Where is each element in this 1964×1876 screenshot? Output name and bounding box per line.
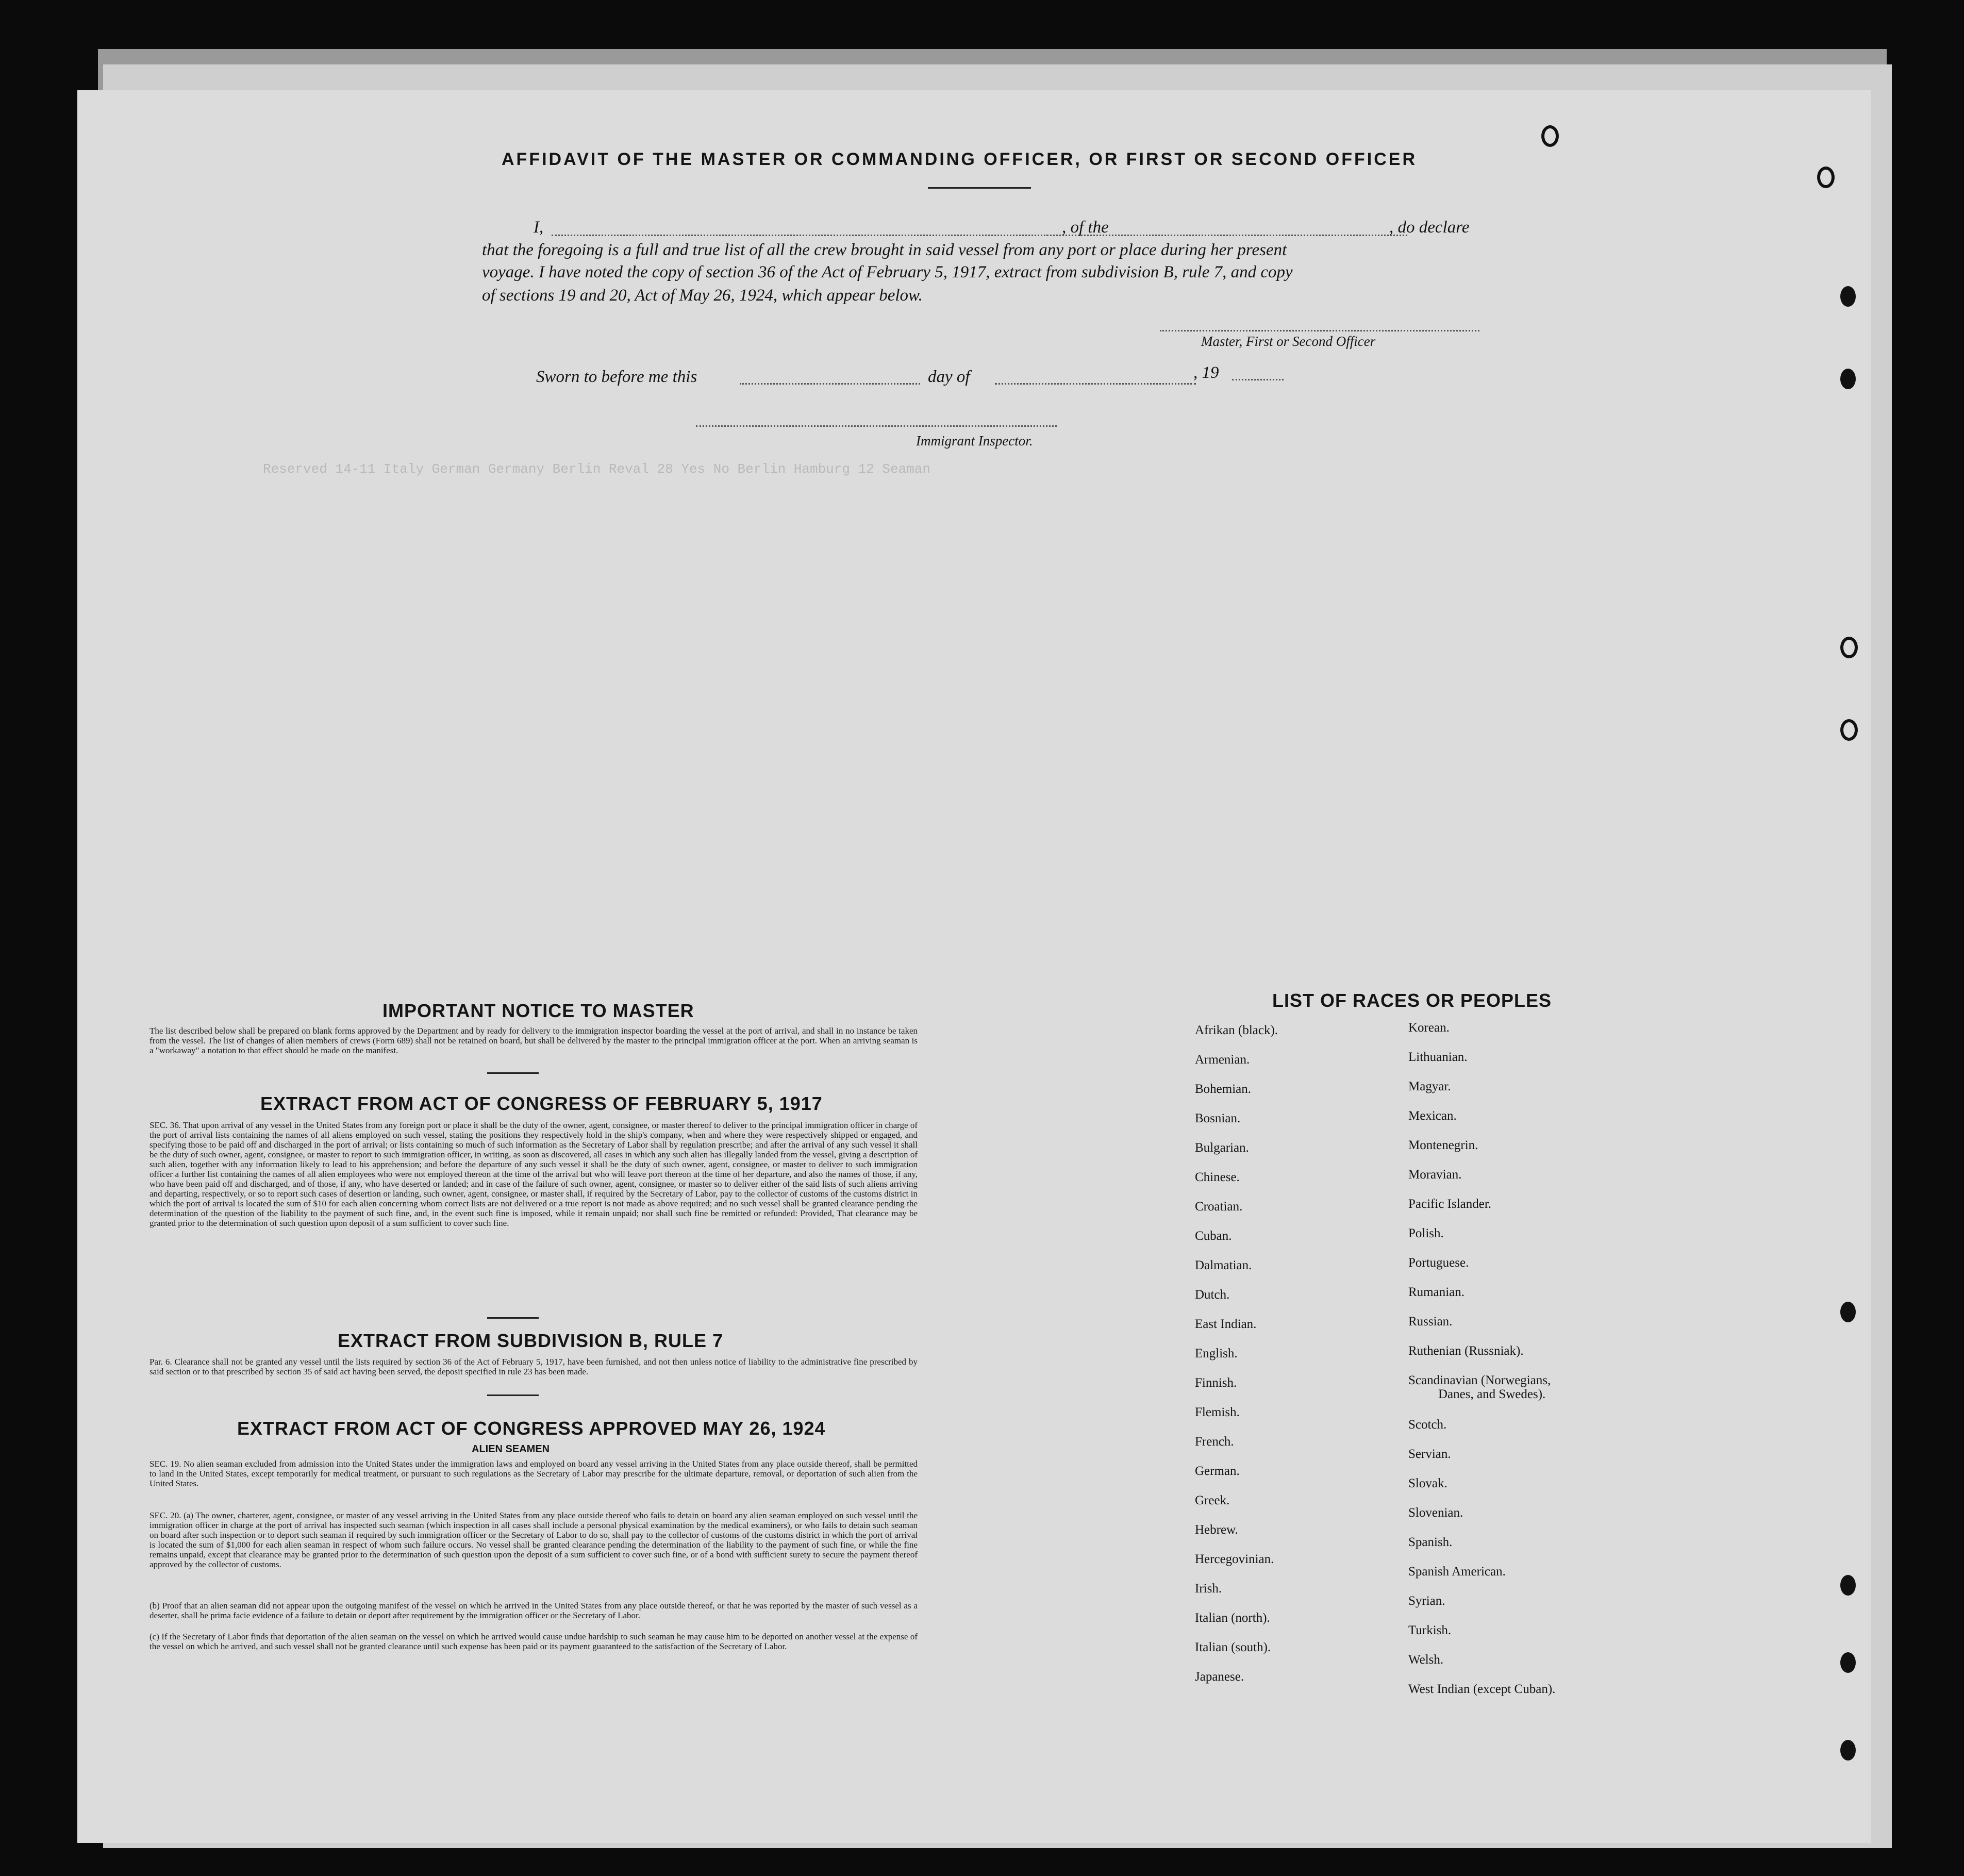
- race-item: English.: [1195, 1347, 1238, 1360]
- affidavit-line-2: that the foregoing is a full and true list of all the crew brought in said vessel from any port or place during her present: [482, 241, 1287, 259]
- document-page: [77, 90, 1871, 1843]
- race-item: Chinese.: [1195, 1170, 1240, 1184]
- race-item: Welsh.: [1408, 1653, 1444, 1667]
- extract-1917-text: SEC. 36. That upon arrival of any vessel in the United States from any foreign port or place it shall be the duty of the owner, agent, consignee, or master thereof to deliver to the principal immigration officer in charge of the port of arrival lists containing the names of all aliens employed on such vessel, stating the positions they respectively hold in the ship's company, when and where they were respectively shipped or engaged, and specifying those to be paid off and discharged in the port of arrival; or lists containing so much of such information as the Secretary of Labor shall by regulation prescribe; and after the arrival of any such vessel it shall be the duty of such owner, agent, consignee, or master to report to such immigration officer, in writing, as soon as discovered, all cases in which any such alien has illegally landed from the vessel, giving a description of such alien, together with any information likely to lead to his apprehension; and before the departure of any such vessel it shall be the duty of such owner, agent, consignee, or master to deliver to such immigration officer a further list containing the names of all alien employees who were not employed thereon at the time of the arrival but who will leave port thereon at the time of her departure, and also the names of those, if any, who have been paid off and discharged, and of those, if any, who have deserted or landed; and in case of the failure of such owner, agent, consignee, or master so to deliver either of the said lists of such aliens arriving and departing, respectively, or so to report such cases of desertion or landing, such owner, agent, consignee, or master shall, if required by the Secretary of Labor, pay to the collector of customs of the customs district in which the port of arrival is located the sum of $10 for each alien concerning whom correct lists are not delivered or a true report is not made as above required; and no such vessel shall be granted clearance pending the determination of the question of the liability to the payment of such fine, and, in the event such fine is imposed, while it remain unpaid; nor shall such fine be remitted or refunded: Provided, That clearance may be granted prior to the determination of such question upon deposit of a sum sufficient to cover such fine.: [149, 1120, 918, 1228]
- binder-hole: [1840, 1652, 1856, 1673]
- binder-hole: [1840, 1740, 1856, 1761]
- section-divider: [487, 1394, 539, 1396]
- race-item: East Indian.: [1195, 1317, 1257, 1331]
- title-underline: [928, 187, 1031, 189]
- binder-hole: [1840, 719, 1858, 741]
- race-item: Turkish.: [1408, 1623, 1452, 1637]
- master-signature-field[interactable]: [1160, 330, 1479, 331]
- vessel-field[interactable]: [1046, 235, 1407, 236]
- binder-hole: [1817, 167, 1835, 188]
- sworn-year-field[interactable]: [1232, 379, 1284, 380]
- inspector-signature-label: Immigrant Inspector.: [916, 433, 1033, 449]
- race-item: Irish.: [1195, 1582, 1222, 1596]
- bleed-through-text: Reserved 14-11 Italy German Germany Berlin Reval 28 Yes No Berlin Hamburg 12 Seaman: [263, 461, 931, 477]
- binder-hole: [1840, 369, 1856, 389]
- sec-19-text: SEC. 19. No alien seaman excluded from admission into the United States under the immigration laws and employed on board any vessel arriving in the United States from any place outside thereof, shall be permitted to land in the United States, except temporarily for medical treatment, or pursuant to such regulations as the Secretary of Labor may prescribe for the ultimate departure, removal, or deportation of such alien from the United States.: [149, 1459, 918, 1488]
- section-divider: [487, 1317, 539, 1319]
- race-item: Flemish.: [1195, 1405, 1240, 1419]
- race-item: Scandinavian (Norwegians,: [1408, 1373, 1551, 1387]
- sworn-day-field[interactable]: [740, 383, 920, 385]
- master-signature-label: Master, First or Second Officer: [1201, 334, 1376, 349]
- notice-title: IMPORTANT NOTICE TO MASTER: [382, 1000, 694, 1021]
- extract-1924-title: EXTRACT FROM ACT OF CONGRESS APPROVED MAY 26, 1924: [237, 1418, 826, 1439]
- race-item: Montenegrin.: [1408, 1138, 1478, 1152]
- race-item: Magyar.: [1408, 1080, 1451, 1093]
- race-item: Korean.: [1408, 1021, 1450, 1035]
- binder-hole: [1840, 1575, 1856, 1596]
- race-item: Spanish American.: [1408, 1565, 1506, 1579]
- race-item: Hercegovinian.: [1195, 1552, 1274, 1566]
- race-item: Dutch.: [1195, 1288, 1230, 1302]
- binder-hole: [1840, 286, 1856, 307]
- affidavit-title: AFFIDAVIT OF THE MASTER OR COMMANDING OFFICER, OR FIRST OR SECOND OFFICER: [502, 150, 1417, 169]
- race-item: Mexican.: [1408, 1109, 1457, 1123]
- race-item: Moravian.: [1408, 1168, 1462, 1182]
- race-item: Slovak.: [1408, 1476, 1447, 1490]
- extract-1924-subtitle: ALIEN SEAMEN: [472, 1443, 550, 1455]
- race-item: Japanese.: [1195, 1670, 1244, 1684]
- race-item: Italian (south).: [1195, 1640, 1271, 1654]
- affidavit-i: I,: [534, 218, 544, 237]
- race-item: Italian (north).: [1195, 1611, 1270, 1625]
- sec-20a-text: SEC. 20. (a) The owner, charterer, agent, consignee, or master of any vessel arriving in the United States from any place outside thereof who fails to detain on board any alien seaman employed on such vessel until the immigration officer in charge at the port of arrival has inspected such seaman (which inspection in all cases shall include a personal physical examination by the medical examiners), or who fails to detain such seaman on board after such inspection or to deport such seaman if required by such immigration officer or the Secretary of Labor to do so, shall pay to the collector of customs of the customs district in which the port of arrival is located the sum of $1,000 for each alien seaman in respect of whom such failure occurs. No vessel shall be granted clearance pending the determination of the liability to the payment of such fine, or while the fine remains unpaid, except that clearance may be granted prior to the determination of such question upon the deposit of a sum sufficient to cover such fine, or of a bond with sufficient surety to secure the payment thereof approved by the collector of customs.: [149, 1510, 918, 1569]
- section-divider: [487, 1072, 539, 1074]
- race-item: French.: [1195, 1435, 1234, 1449]
- extract-1917-title: EXTRACT FROM ACT OF CONGRESS OF FEBRUARY 5, 1917: [260, 1093, 823, 1114]
- affidavit-line-3: voyage. I have noted the copy of section 36 of the Act of February 5, 1917, extract from subdivision B, rule 7, and copy: [482, 263, 1293, 281]
- race-item: Bohemian.: [1195, 1082, 1252, 1096]
- inspector-signature-field[interactable]: [696, 425, 1057, 427]
- binder-hole: [1840, 1302, 1856, 1322]
- race-item: Lithuanian.: [1408, 1050, 1468, 1064]
- race-item: Syrian.: [1408, 1594, 1445, 1608]
- binder-hole: [1541, 125, 1559, 147]
- race-item: Croatian.: [1195, 1200, 1243, 1214]
- race-item: Portuguese.: [1408, 1256, 1469, 1270]
- race-item: Servian.: [1408, 1447, 1451, 1461]
- race-item: Polish.: [1408, 1226, 1444, 1240]
- race-item: Danes, and Swedes).: [1438, 1387, 1546, 1401]
- sec-20b-text: (b) Proof that an alien seaman did not appear upon the outgoing manifest of the vessel on which he arrived in the United States from any place outside thereof, or that he was reported by the master of such vessel as a deserter, shall be prima facie evidence of a failure to detain or deport after requirement by the immigration officer or the Secretary of Labor.: [149, 1601, 918, 1620]
- affidavit-do-declare: , do declare: [1389, 218, 1470, 237]
- name-field[interactable]: [552, 235, 1067, 236]
- race-item: Hebrew.: [1195, 1523, 1238, 1537]
- subdivision-b-text: Par. 6. Clearance shall not be granted any vessel until the lists required by section 36 of the Act of February 5, 1917, have been furnished, and not then unless notice of liability to the administrative fine prescribed by said section or to that prescribed by section 35 of said act having been served, the deposit specified in rule 23 has been made.: [149, 1357, 918, 1376]
- race-item: Ruthenian (Russniak).: [1408, 1344, 1524, 1358]
- sec-20c-text: (c) If the Secretary of Labor finds that deportation of the alien seaman on the vessel on which he arrived would cause undue hardship to such seaman he may cause him to be deported on another vessel at the expense of the vessel on which he arrived, and such vessel shall not be granted clearance until such expense has been paid or its payment guaranteed to the satisfaction of the Secretary of Labor.: [149, 1632, 918, 1651]
- races-title: LIST OF RACES OR PEOPLES: [1272, 990, 1552, 1011]
- race-item: Cuban.: [1195, 1229, 1232, 1243]
- affidavit-of-the: , of the: [1062, 218, 1109, 237]
- sworn-label: Sworn to before me this: [536, 368, 697, 386]
- day-of-label: day of: [928, 368, 970, 386]
- race-item: German.: [1195, 1464, 1240, 1478]
- subdivision-b-title: EXTRACT FROM SUBDIVISION B, RULE 7: [338, 1330, 724, 1351]
- notice-text: The list described below shall be prepared on blank forms approved by the Department and by ready for delivery to the immigration inspector boarding the vessel at the port of arrival, and shall in no instance be taken from the vessel. The list of changes of alien members of crews (Form 689) shall not be retained on board, but shall be delivered by the master to the principal immigration officer at the port. When an arriving seaman is a "workaway" a notation to that effect should be made on the manifest.: [149, 1026, 918, 1055]
- race-item: Greek.: [1195, 1493, 1230, 1507]
- race-item: Dalmatian.: [1195, 1258, 1252, 1272]
- race-item: West Indian (except Cuban).: [1408, 1682, 1556, 1696]
- race-item: Finnish.: [1195, 1376, 1237, 1390]
- race-item: Russian.: [1408, 1315, 1453, 1329]
- race-item: Bosnian.: [1195, 1111, 1241, 1125]
- year-label: , 19: [1193, 363, 1219, 382]
- race-item: Afrikan (black).: [1195, 1023, 1278, 1037]
- race-item: Rumanian.: [1408, 1285, 1465, 1299]
- race-item: Slovenian.: [1408, 1506, 1463, 1520]
- affidavit-line-4: of sections 19 and 20, Act of May 26, 1924, which appear below.: [482, 286, 923, 305]
- race-item: Spanish.: [1408, 1535, 1453, 1549]
- race-item: Armenian.: [1195, 1053, 1250, 1067]
- race-item: Pacific Islander.: [1408, 1197, 1492, 1211]
- binder-hole: [1840, 637, 1858, 658]
- race-item: Bulgarian.: [1195, 1141, 1249, 1155]
- race-item: Scotch.: [1408, 1418, 1447, 1432]
- sworn-month-field[interactable]: [995, 383, 1196, 385]
